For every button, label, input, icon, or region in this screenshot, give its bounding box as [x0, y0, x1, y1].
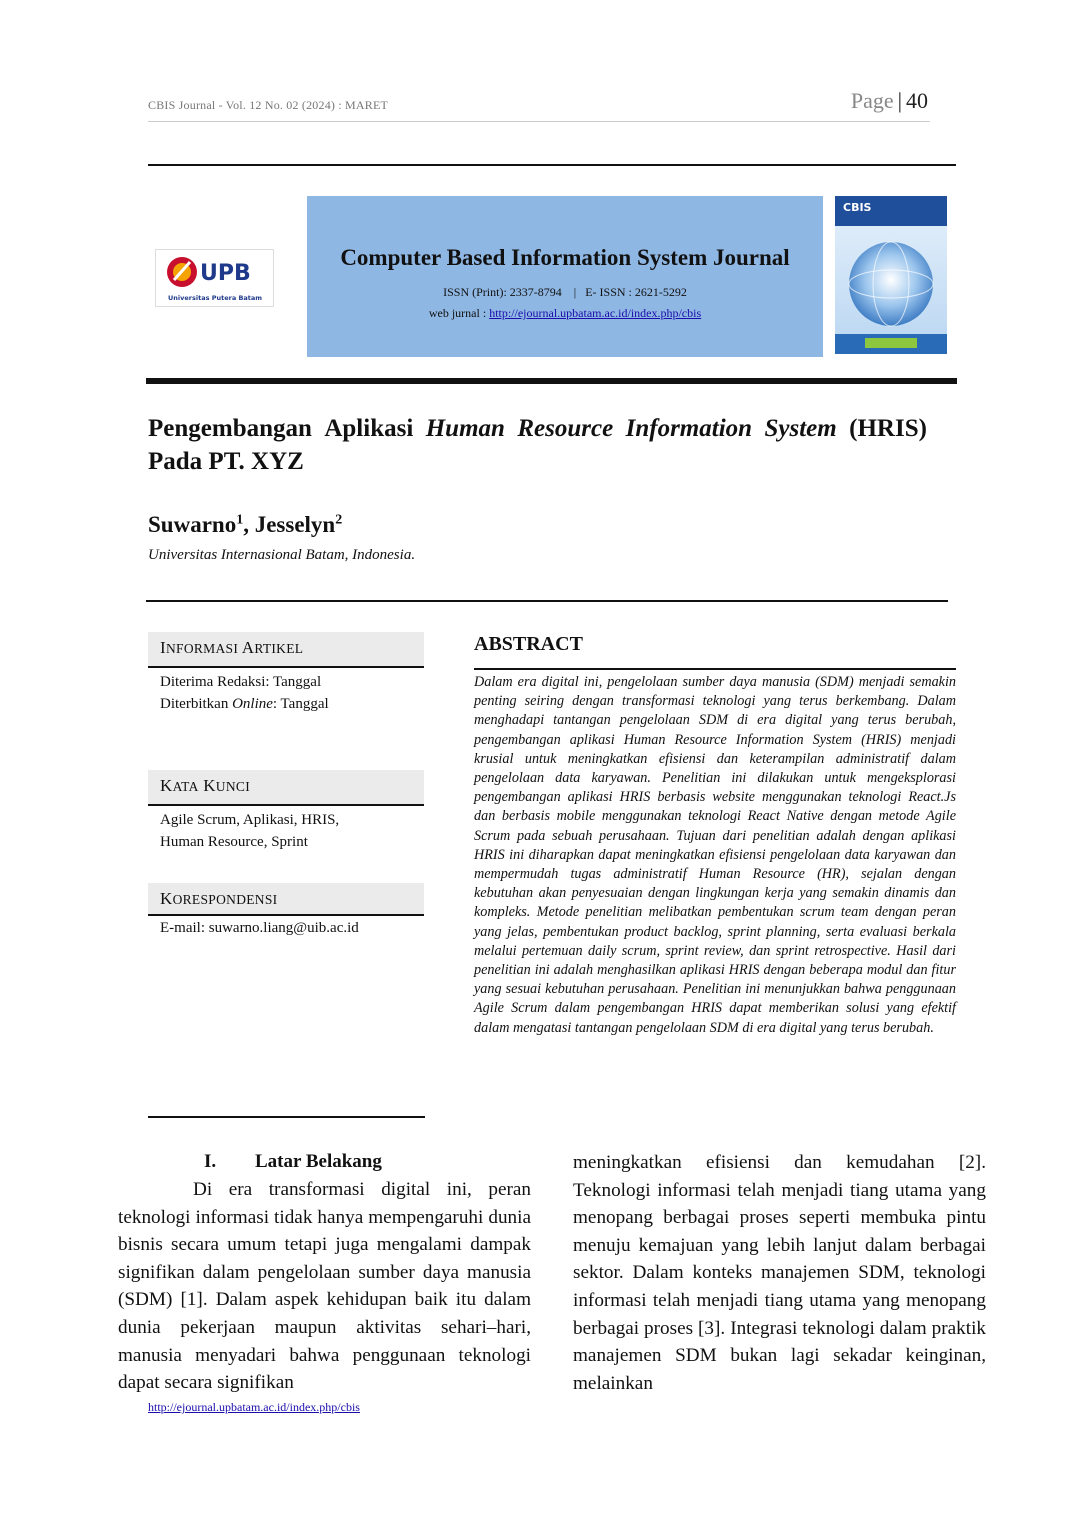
banner-bottom-thick-rule	[146, 378, 957, 384]
journal-web-link[interactable]: http://ejournal.upbatam.ac.id/index.php/cbis	[489, 306, 702, 320]
article-title	[148, 412, 927, 478]
author-superscript: 1	[236, 512, 244, 528]
journal-title: Computer Based Information System Journal	[340, 245, 790, 270]
kata-kunci-heading: KATA KUNCI	[148, 770, 424, 806]
banner-top-rule	[148, 164, 956, 166]
title-word: Information	[625, 415, 753, 442]
authors	[148, 512, 342, 538]
abstract-heading-rule	[474, 668, 956, 670]
upb-logo-graphic	[156, 250, 273, 306]
korespondensi-heading: KORESPONDENSI	[148, 883, 424, 916]
issn-line: ISSN (Print): 2337-8794 | E- ISSN : 2621-5292	[443, 285, 687, 299]
diterima-redaksi: Diterima Redaksi: Tanggal	[160, 674, 322, 690]
running-head: CBIS Journal - Vol. 12 No. 02 (2024) : MARET	[148, 98, 389, 112]
info-column-bottom-rule	[148, 1116, 425, 1118]
upb-logo-subtext: Universitas Putera Batam	[168, 294, 263, 302]
author-name: Jesselyn	[254, 512, 336, 537]
cbis-cover-image	[835, 196, 947, 354]
title-word: Aplikasi	[324, 415, 414, 442]
footer-journal-link[interactable]: http://ejournal.upbatam.ac.id/index.php/cbis	[148, 1400, 360, 1414]
article-title-line-1	[148, 412, 927, 445]
kata-kunci-line: Human Resource, Sprint	[160, 834, 308, 850]
page-number-value: 40	[906, 88, 928, 113]
correspondence-email: E-mail: suwarno.liang@uib.ac.id	[160, 920, 359, 936]
cbis-cover-text: CBIS	[843, 201, 872, 214]
article-title-line-2: Pada PT. XYZ	[148, 448, 304, 475]
body-right-column: meningkatkan efisiensi dan kemudahan [2]. Teknologi informasi telah menjadi tiang utama yang menopang berbagai proses seperti membuka pintu menuju kemajuan yang lebih lanjut dalam berbagai sektor. Dalam konteks manajemen SDM, teknologi informasi telah menjadi tiang utama yang menopang berbagai proses [3]. Integrasi teknologi dalam praktik manajemen SDM bukan lagi sekadar keinginan, melainkan	[573, 1152, 986, 1394]
title-word: Human	[425, 415, 505, 442]
affiliation: Universitas Internasional Batam, Indonesia.	[148, 547, 416, 563]
section-title: Latar Belakang	[255, 1151, 382, 1172]
diterbitkan-online-word: Online	[232, 696, 273, 712]
diterbitkan-online	[160, 696, 329, 713]
upb-logo-text: UPB	[200, 261, 251, 286]
kata-kunci-line: Agile Scrum, Aplikasi, HRIS,	[160, 812, 340, 828]
web-journal-line	[307, 306, 823, 321]
page-number: Page | 40	[850, 88, 928, 113]
title-word: System	[764, 415, 837, 442]
web-journal-label: web jurnal :	[428, 306, 490, 320]
abstract-heading: ABSTRACT	[474, 633, 583, 655]
abstract-text: Dalam era digital ini, pengelolaan sumber daya manusia (SDM) menjadi semakin penting seiring dengan transformasi teknologi yang terus berkembang. Dalam menghadapi tantangan pengelolaan SDM di era digital yang terus berubah, pengembangan aplikasi Human Resource Information System (HRIS) menjadi krusial untuk meningkatkan efisiensi dan keterampilan administratif dalam pengelolaan data karyawan. Penelitian ini dilakukan untuk mengeksplorasi pengembangan aplikasi HRIS berbasis website menggunakan teknologi React.Js dan berbasis mobile menggunakan teknologi React Native dengan metode Agile Scrum pada sebuah perusahaan. Tujuan dari penelitian adalah dengan aplikasi HRIS ini diharapkan dapat meningkatkan efisiensi pengelolaan data karyawan dan mempermudah tugas administratif Human Resource (HR), sejalan dengan kebutuhan akan penyesuaian dengan lingkungan kerja yang semakin dinamis dan kompleks. Metode penelitian melibatkan pembentukan scrum team dengan peran yang jelas, pembentukan product backlog, sprint planning, serta evaluasi berkala melalui pertemuan daily scrum, sprint review, dan sprint retrospective. Hasil dari penelitian ini adalah menghasilkan aplikasi HRIS dengan beberapa modul dan fitur yang sesuai kebutuhan perusahaan. Penelitian ini menunjukkan bahwa penggunaan Agile Scrum dalam pengembangan HRIS dapat memberikan solusi yang efektif dalam mengatasi tantangan pengelolaan SDM di era digital yang terus berubah.	[474, 674, 956, 1036]
page-label: Page	[850, 88, 894, 113]
section-number: I.	[204, 1151, 217, 1172]
journal-banner	[307, 196, 823, 357]
author-name: Suwarno	[148, 512, 237, 537]
title-word: Pengembangan	[148, 415, 312, 442]
title-word: (HRIS)	[849, 415, 927, 442]
author-separator: ,	[243, 512, 255, 537]
body-left-column: Di era transformasi digital ini, peran teknologi informasi tidak hanya mempengaruhi dunia bisnis secara umum tetapi juga mengalami dampak signifikan dalam pengelolaan sumber daya manusia (SDM) [1]. Dalam aspek kehidupan baik itu dalam dunia pekerjaan maupun aktivitas sehari–hari, manusia menyadari bahwa penggunaan teknologi dapat secara signifikan	[118, 1179, 531, 1394]
title-word: Resource	[517, 415, 614, 442]
diterbitkan-suffix: : Tanggal	[272, 696, 329, 712]
header-thin-rule	[148, 121, 930, 122]
upb-logo	[155, 249, 274, 307]
authors-bottom-rule	[146, 600, 948, 602]
diterbitkan-label: Diterbitkan	[160, 696, 233, 712]
informasi-artikel-heading: INFORMASI ARTIKEL	[148, 632, 424, 668]
cbis-cover-graphic	[835, 196, 947, 354]
author-superscript: 2	[335, 512, 343, 528]
